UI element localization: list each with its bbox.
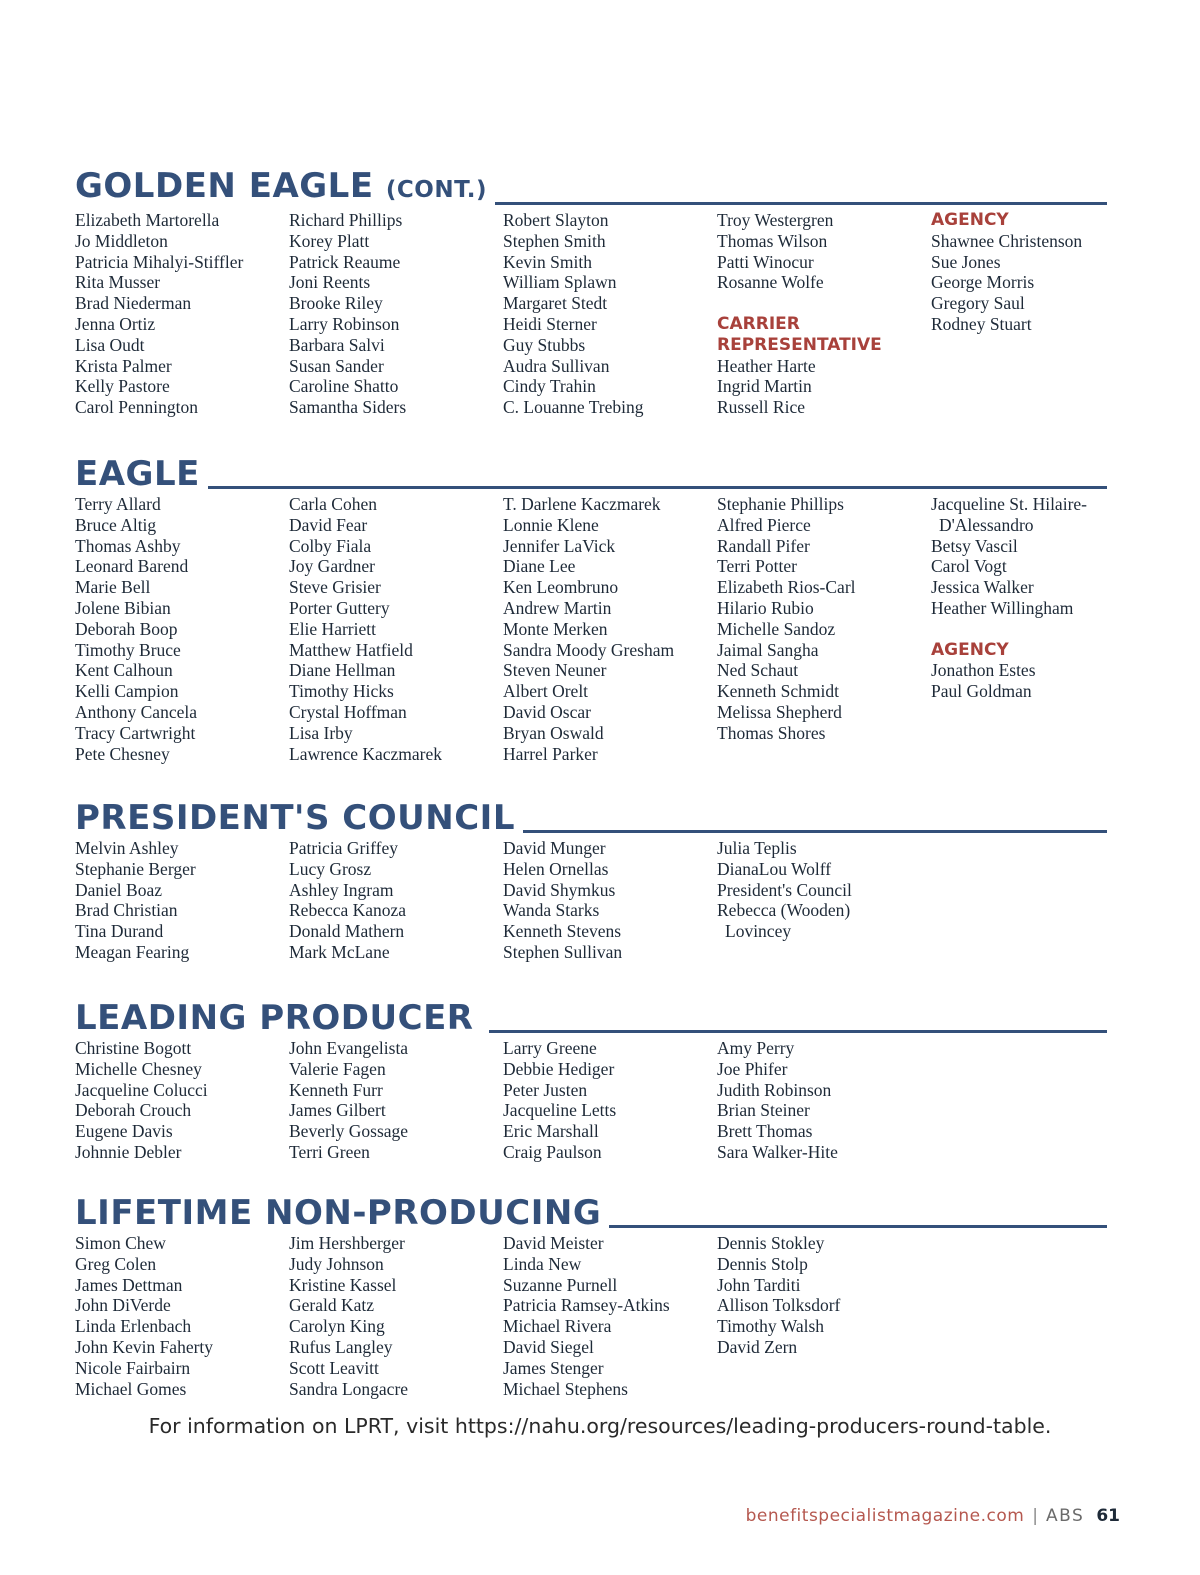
- section-heading: GOLDEN EAGLE (CONT.): [75, 166, 488, 206]
- name-entry: Cindy Trahin: [503, 376, 596, 397]
- name-entry: Porter Guttery: [289, 597, 390, 618]
- name-entry: Heather Harte: [717, 355, 816, 376]
- section-heading: LEADING PRODUCER: [75, 998, 474, 1038]
- subheading-carrier: CARRIER: [717, 313, 800, 334]
- name-entry: John Evangelista: [289, 1038, 409, 1058]
- name-entry: Ken Leombruno: [503, 577, 619, 598]
- name-entry: Alfred Pierce: [717, 514, 811, 535]
- name-column: [717, 210, 931, 418]
- name-entry: Mark McLane: [289, 941, 390, 962]
- name-entry: Kelly Pastore: [75, 376, 170, 397]
- heading-rule: [609, 1225, 1107, 1228]
- name-column: [289, 494, 503, 764]
- name-entry: Brian Steiner: [717, 1100, 810, 1121]
- name-entry: DianaLou Wolff: [717, 858, 832, 879]
- name-entry: Samantha Siders: [289, 397, 407, 418]
- name-entry: Guy Stubbs: [503, 334, 586, 355]
- name-entry: Stephanie Berger: [75, 858, 196, 879]
- name-column: [75, 494, 289, 764]
- footer-magazine-name: ABS: [1046, 1506, 1085, 1526]
- name-entry: Patricia Griffey: [289, 838, 399, 858]
- name-entry: Heidi Sterner: [503, 313, 597, 334]
- section-presidents-council: [75, 792, 1107, 963]
- name-entry: Anthony Cancela: [75, 701, 197, 722]
- name-entry-continuation: D'Alessandro: [939, 514, 1034, 535]
- name-entry: Audra Sullivan: [503, 355, 610, 376]
- name-entry: Michelle Sandoz: [717, 618, 836, 639]
- name-entry: Judy Johnson: [289, 1253, 384, 1274]
- name-entry: Timothy Walsh: [717, 1316, 825, 1337]
- footer-website-link[interactable]: benefitspecialistmagazine.com: [745, 1506, 1025, 1526]
- name-entry: Elizabeth Martorella: [75, 210, 220, 230]
- name-entry: Jaimal Sangha: [717, 639, 819, 660]
- name-entry: Patricia Ramsey-Atkins: [503, 1295, 670, 1316]
- lprt-info-text: For information on LPRT, visit https://nahu.org/resources/leading-producers-round-table.: [148, 1414, 1052, 1438]
- name-entry: Stephen Smith: [503, 230, 606, 251]
- section-leading-producer: [75, 992, 1107, 1163]
- subheading-agency: AGENCY: [931, 210, 1009, 230]
- name-entry: James Dettman: [75, 1274, 183, 1295]
- name-entry: T. Darlene Kaczmarek: [503, 494, 661, 514]
- name-column: [717, 1233, 931, 1399]
- name-entry: Jennifer LaVick: [503, 535, 616, 556]
- name-entry: Rita Musser: [75, 272, 161, 293]
- name-entry: Colby Fiala: [289, 535, 372, 556]
- heading-rule: [489, 1030, 1107, 1033]
- name-entry: Steven Neuner: [503, 660, 607, 681]
- name-entry: Lisa Oudt: [75, 334, 145, 355]
- name-entry: Lucy Grosz: [289, 858, 372, 879]
- name-entry: Joni Reents: [289, 272, 371, 293]
- name-entry: Meagan Fearing: [75, 941, 190, 962]
- name-entry: Kevin Smith: [503, 251, 592, 272]
- name-entry: Johnnie Debler: [75, 1141, 182, 1162]
- name-entry: Harrel Parker: [503, 743, 598, 764]
- name-entry: Carolyn King: [289, 1316, 385, 1337]
- name-column: [931, 210, 1145, 418]
- name-entry: Ashley Ingram: [289, 879, 394, 900]
- name-entry: Melissa Shepherd: [717, 701, 842, 722]
- name-entry: Elizabeth Rios-Carl: [717, 577, 856, 598]
- name-entry: Ingrid Martin: [717, 376, 812, 397]
- name-entry: Michael Gomes: [75, 1378, 187, 1399]
- name-entry: Diane Lee: [503, 556, 576, 577]
- name-entry: Albert Orelt: [503, 681, 589, 702]
- name-entry: Timothy Hicks: [289, 681, 394, 702]
- name-entry: Christine Bogott: [75, 1038, 192, 1058]
- name-entry: Barbara Salvi: [289, 334, 385, 355]
- name-column: [717, 494, 931, 764]
- name-column: [289, 1233, 503, 1399]
- name-entry: Donald Mathern: [289, 921, 405, 942]
- subheading-representative: REPRESENTATIVE: [717, 334, 882, 355]
- name-entry: Crystal Hoffman: [289, 701, 407, 722]
- name-entry: Monte Merken: [503, 618, 608, 639]
- name-entry: Gerald Katz: [289, 1295, 375, 1316]
- name-entry: David Oscar: [503, 701, 591, 722]
- name-column: [75, 1233, 289, 1399]
- name-entry: John Kevin Faherty: [75, 1336, 214, 1357]
- name-entry: Daniel Boaz: [75, 879, 162, 900]
- name-entry: Kelli Campion: [75, 681, 179, 702]
- footer-separator: |: [1032, 1506, 1039, 1526]
- name-entry: Suzanne Purnell: [503, 1274, 618, 1295]
- name-entry: Patrick Reaume: [289, 251, 401, 272]
- name-entry: Jolene Bibian: [75, 597, 171, 618]
- name-entry: Deborah Boop: [75, 618, 178, 639]
- name-entry: Rebecca Kanoza: [289, 900, 407, 921]
- name-column: [503, 1038, 717, 1163]
- name-entry: Nicole Fairbairn: [75, 1357, 191, 1378]
- name-entry: Patricia Mihalyi-Stiffler: [75, 251, 244, 272]
- name-entry: Joy Gardner: [289, 556, 376, 577]
- name-entry: Carla Cohen: [289, 494, 377, 514]
- name-entry: Sue Jones: [931, 251, 1001, 272]
- name-entry: Robert Slayton: [503, 210, 609, 230]
- name-entry: Brad Niederman: [75, 293, 192, 314]
- name-entry: Stephen Sullivan: [503, 941, 623, 962]
- name-entry: Sara Walker-Hite: [717, 1141, 838, 1162]
- name-entry: Troy Westergren: [717, 210, 834, 230]
- name-entry: Ned Schaut: [717, 660, 799, 681]
- name-entry: Peter Justen: [503, 1079, 588, 1100]
- name-entry: David Munger: [503, 838, 606, 858]
- name-entry: Kent Calhoun: [75, 660, 173, 681]
- name-entry: Dennis Stokley: [717, 1233, 825, 1253]
- name-entry: David Shymkus: [503, 879, 616, 900]
- name-entry: David Meister: [503, 1233, 604, 1253]
- name-column: [289, 1038, 503, 1163]
- name-entry: Rosanne Wolfe: [717, 272, 824, 293]
- name-entry: James Stenger: [503, 1357, 604, 1378]
- name-entry: Linda Erlenbach: [75, 1316, 192, 1337]
- name-column: [503, 838, 717, 963]
- name-entry: Jenna Ortiz: [75, 313, 156, 334]
- heading-rule: [495, 202, 1107, 205]
- name-entry: Hilario Rubio: [717, 597, 814, 618]
- name-entry: Brett Thomas: [717, 1121, 813, 1142]
- name-entry: John Tarditi: [717, 1274, 801, 1295]
- name-entry: Elie Harriett: [289, 618, 376, 639]
- section-golden-eagle: [75, 164, 1107, 418]
- name-entry: Kenneth Stevens: [503, 921, 622, 942]
- name-entry: Allison Tolksdorf: [717, 1295, 841, 1316]
- name-entry: Jacqueline St. Hilaire-: [931, 494, 1087, 514]
- name-column: [289, 838, 503, 963]
- name-entry: Wanda Starks: [503, 900, 600, 921]
- name-entry: Julia Teplis: [717, 838, 797, 858]
- name-entry: Carol Pennington: [75, 397, 198, 418]
- name-entry: Marie Bell: [75, 577, 151, 598]
- name-entry: Thomas Wilson: [717, 230, 828, 251]
- section-heading: LIFETIME NON-PRODUCING: [75, 1193, 602, 1233]
- name-entry: Linda New: [503, 1253, 582, 1274]
- name-entry: Jonathon Estes: [931, 660, 1036, 681]
- name-column: [75, 210, 289, 418]
- name-entry: Rebecca (Wooden): [717, 900, 851, 921]
- name-entry: Larry Robinson: [289, 313, 400, 334]
- name-entry: Melvin Ashley: [75, 838, 179, 858]
- name-entry: Randall Pifer: [717, 535, 810, 556]
- name-entry: Jacqueline Colucci: [75, 1079, 208, 1100]
- name-entry: Tracy Cartwright: [75, 722, 196, 743]
- name-entry: Greg Colen: [75, 1253, 157, 1274]
- name-entry: Sandra Moody Gresham: [503, 639, 675, 660]
- section-heading: PRESIDENT'S COUNCIL: [75, 798, 515, 838]
- name-entry: Lawrence Kaczmarek: [289, 743, 443, 764]
- name-column: [503, 494, 717, 764]
- name-entry: Joe Phifer: [717, 1058, 788, 1079]
- name-entry: Korey Platt: [289, 230, 370, 251]
- name-entry: Sandra Longacre: [289, 1378, 409, 1399]
- name-entry: Russell Rice: [717, 397, 805, 418]
- name-entry: Jim Hershberger: [289, 1233, 405, 1253]
- name-entry: Matthew Hatfield: [289, 639, 413, 660]
- name-entry: Caroline Shatto: [289, 376, 399, 397]
- section-lifetime-non-producing: [75, 1187, 1107, 1399]
- name-entry-continuation: Lovincey: [725, 921, 792, 942]
- section-heading: EAGLE: [75, 454, 200, 494]
- name-entry: Rufus Langley: [289, 1336, 393, 1357]
- name-entry: Terry Allard: [75, 494, 161, 514]
- name-column: [717, 838, 931, 963]
- name-entry: Simon Chew: [75, 1233, 166, 1253]
- name-entry: Michael Rivera: [503, 1316, 612, 1337]
- name-entry: Betsy Vascil: [931, 535, 1018, 556]
- name-entry: Helen Ornellas: [503, 858, 609, 879]
- name-entry: Stephanie Phillips: [717, 494, 844, 514]
- name-entry: Judith Robinson: [717, 1079, 832, 1100]
- name-entry: Eugene Davis: [75, 1121, 173, 1142]
- name-entry: Jacqueline Letts: [503, 1100, 617, 1121]
- name-entry: Lisa Irby: [289, 722, 353, 743]
- page-number: 61: [1096, 1506, 1120, 1526]
- name-entry: Bruce Altig: [75, 514, 157, 535]
- name-entry: Lonnie Klene: [503, 514, 599, 535]
- name-entry: Richard Phillips: [289, 210, 403, 230]
- name-entry: William Splawn: [503, 272, 617, 293]
- name-entry: Beverly Gossage: [289, 1121, 409, 1142]
- name-entry: Kristine Kassel: [289, 1274, 397, 1295]
- name-entry: Michael Stephens: [503, 1378, 628, 1399]
- name-entry: Scott Leavitt: [289, 1357, 379, 1378]
- name-column: [931, 494, 1145, 764]
- name-entry: Brad Christian: [75, 900, 178, 921]
- name-entry: Deborah Crouch: [75, 1100, 192, 1121]
- name-entry: George Morris: [931, 272, 1035, 293]
- name-entry: Shawnee Christenson: [931, 230, 1083, 251]
- name-entry: Paul Goldman: [931, 681, 1032, 702]
- name-entry: Carol Vogt: [931, 556, 1007, 577]
- name-column: [503, 210, 717, 418]
- name-column: [75, 1038, 289, 1163]
- name-entry: Andrew Martin: [503, 597, 612, 618]
- name-entry: Debbie Hediger: [503, 1058, 615, 1079]
- name-entry: Larry Greene: [503, 1038, 597, 1058]
- heading-rule: [208, 486, 1107, 489]
- name-entry: Diane Hellman: [289, 660, 396, 681]
- name-entry: Bryan Oswald: [503, 722, 604, 743]
- name-entry: Amy Perry: [717, 1038, 795, 1058]
- name-entry: Krista Palmer: [75, 355, 172, 376]
- name-column: [717, 1038, 931, 1163]
- name-entry: David Siegel: [503, 1336, 594, 1357]
- name-entry: Leonard Barend: [75, 556, 189, 577]
- name-entry: David Zern: [717, 1336, 798, 1357]
- subheading-agency: AGENCY: [931, 639, 1009, 660]
- page-footer: [746, 1506, 1120, 1526]
- name-entry: Patti Winocur: [717, 251, 814, 272]
- name-entry: Eric Marshall: [503, 1121, 599, 1142]
- name-entry: Pete Chesney: [75, 743, 170, 764]
- name-entry: Terri Potter: [717, 556, 797, 577]
- name-entry: Michelle Chesney: [75, 1058, 202, 1079]
- name-entry: Jessica Walker: [931, 577, 1034, 598]
- name-entry: Kenneth Furr: [289, 1079, 383, 1100]
- name-entry: Thomas Shores: [717, 722, 826, 743]
- name-entry: President's Council: [717, 879, 852, 900]
- name-entry: Kenneth Schmidt: [717, 681, 839, 702]
- name-entry: Susan Sander: [289, 355, 384, 376]
- name-column: [289, 210, 503, 418]
- name-entry: David Fear: [289, 514, 368, 535]
- heading-rule: [523, 830, 1107, 833]
- name-entry: Valerie Fagen: [289, 1058, 386, 1079]
- name-entry: John DiVerde: [75, 1295, 171, 1316]
- name-entry: C. Louanne Trebing: [503, 397, 644, 418]
- name-entry: Terri Green: [289, 1141, 370, 1162]
- name-entry: Craig Paulson: [503, 1141, 602, 1162]
- name-entry: Dennis Stolp: [717, 1253, 808, 1274]
- name-entry: Brooke Riley: [289, 293, 383, 314]
- name-entry: Timothy Bruce: [75, 639, 181, 660]
- name-column: [75, 838, 289, 963]
- name-entry: Rodney Stuart: [931, 313, 1032, 334]
- name-entry: Margaret Stedt: [503, 293, 608, 314]
- name-entry: Tina Durand: [75, 921, 164, 942]
- name-entry: Gregory Saul: [931, 293, 1025, 314]
- name-entry: James Gilbert: [289, 1100, 386, 1121]
- section-eagle: [75, 448, 1107, 764]
- name-column: [503, 1233, 717, 1399]
- name-entry: Steve Grisier: [289, 577, 381, 598]
- name-entry: Thomas Ashby: [75, 535, 181, 556]
- name-entry: Heather Willingham: [931, 597, 1074, 618]
- name-entry: Jo Middleton: [75, 230, 168, 251]
